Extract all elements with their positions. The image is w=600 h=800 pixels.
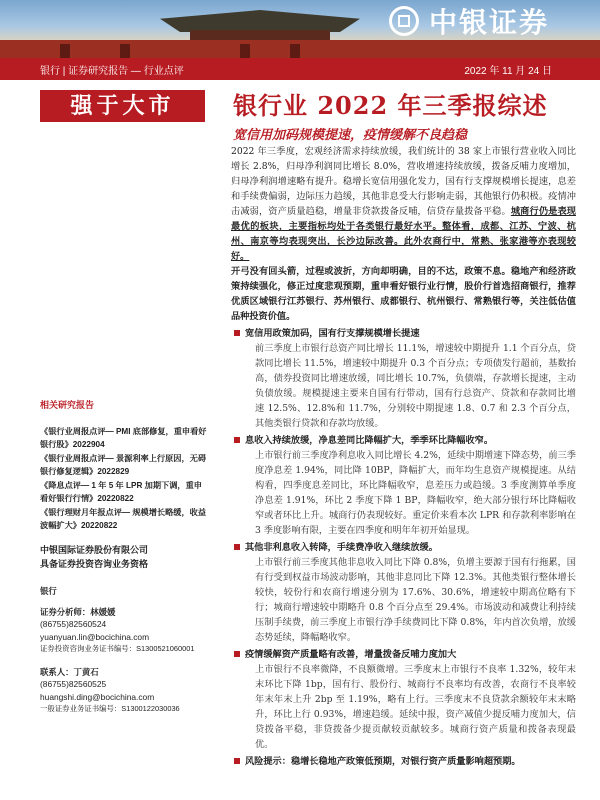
contact-email[interactable]: huangshi.ding@bocichina.com xyxy=(40,691,155,702)
firm-qualification: 具备证券投资咨询业务资格 xyxy=(40,559,149,569)
risk-text: 稳增长稳地产政策低预期，对银行资产质量影响超预期。 xyxy=(290,756,521,767)
palace-door xyxy=(60,44,70,58)
section-heading: 疫情缓解资产质量略有改善，增量拨备反哺力度加大 xyxy=(231,647,576,662)
section-text: 上市银行前三季度其他非息收入同比下降 0.8%，负增主要源于国有行拖累，国有行受到权益市场波动影响，其他非息同比下降 12.3%。其他类银行整体增长较快，较份行和农商行增速分别为 17.6%、30.6%，增速较中期高位略有下行；城商行增速较中期略升 0.8 个百分点至 29.4%。市场波动和减费让利持续压制手续费，前三季度上市银行净手续费同比下降 0.8%，年内首次负增，放缓态势延续，降幅略收窄。 xyxy=(255,557,576,643)
palace-door xyxy=(240,44,250,58)
section-text: 上市银行前三季度净利息收入同比增长 4.2%，延续中期增速下降态势，前三季度净息差 1.94%，同比降 10BP，降幅扩大，而年均生息资产规模提速。从结构看，四季度息差同比，环比降幅收窄，息差压力或趋缓。3 季度测算单季度净息差 1.91%，环比 2 季度下降 1 BP，降幅收窄，绝大部分银行环比降幅收窄或者环比上升。城商行仍表现较好。重定价来看本次 LPR 和存款利率影响在 3 季度影响有限，主要在四季度和明年年初开始显现。 xyxy=(255,450,576,536)
bank-logo-icon xyxy=(389,6,419,36)
section-text: 上市银行不良率微降，不良额微增。三季度末上市银行不良率 1.32%，较年末末环比下降 1bp，国有行、股份行、城商行不良率均有改善，农商行不良率较年末年末上升 2bp 至 1.19%，略有上行。三季度末不良贷款余额较年末末略升，环比上行 0.93%，增速趋缓。延续中报，资产减值少提反哺力度加大，信贷拨备平稳，非贷拨备少提贡献较贡献较多。城商行资产质量和拨备表现最优。 xyxy=(255,664,576,750)
section-heading: 息收入持续放缓，净息差同比降幅扩大，季季环比降幅收窄。 xyxy=(231,433,576,448)
contact-phone: (86755)82560525 xyxy=(40,679,107,689)
firm-name: 中银国际证券股份有限公司 xyxy=(40,545,149,555)
palace-roof xyxy=(160,10,360,32)
logo-text: 中银证券 xyxy=(429,6,550,39)
intro-highlight: 城商行仍是表现最优的板块，主要指标均处于各类银行最好水平。整体看，成都、江苏、宁波、杭州、南京等均表现突出，长沙边际改善。此外农商行中，常熟、张家港等亦表现较好。 xyxy=(231,206,576,262)
intro-text: 2022 年三季度，宏观经济需求持续放缓，我们统计的 38 家上市银行营业收入同比增长 2.8%，归母净利润同比增长 8.0%，营收增速持续放缓，拨备反哺力度增加，归母净利润增速略有提升。稳增长宽信用强化发力，国有行支撑规模增长提速，息差和手续费偏弱，边际压力趋缓，其他非息受大行影响走弱，其他银行仍积极。疫情冲击减弱，资产质量趋稳，增量非贷款拨备反哺，信贷存量拨备平稳。 xyxy=(231,146,576,217)
report-body xyxy=(231,144,576,769)
report-category-bar xyxy=(0,58,600,80)
contact-cert: 一般证券业务证书编号：S1300122030036 xyxy=(40,704,180,713)
risk-warning xyxy=(231,754,576,769)
analyst-info xyxy=(40,585,210,716)
related-report-link[interactable]: 《银行业周报点评— 景源利率上行原因，无碍银行修复逻辑》2022829 xyxy=(40,454,207,476)
industry-label: 银行 xyxy=(40,586,57,596)
analyst-name: 证券分析师：林媛媛 xyxy=(40,606,116,617)
report-date: 2022 年 11 月 24 日 xyxy=(464,66,552,77)
analyst-phone: (86755)82560524 xyxy=(40,619,107,629)
risk-label: 风险提示： xyxy=(245,756,291,767)
firm-info xyxy=(40,543,210,571)
contact-name: 联系人：丁黄石 xyxy=(40,666,99,677)
palace-eave xyxy=(190,30,330,40)
analyst-email[interactable]: yuanyuan.lin@bocichina.com xyxy=(40,631,150,642)
section-text: 前三季度上市银行总资产同比增长 11.1%，增速较中期提升 1.1 个百分点，贷款同比增长 11.5%，增速较中期提升 0.3 个百分点；专项债发行超前，基数抬高，债券投资同比增速放缓，同比增长 10.7%，负债端，存款增长提速，主动负债放缓。规模提速主要来自国有行带动，国有行总资产、贷款和存款同比增速 12.5%、12.8%和 11.7%，分别较中期提速 1.8、0.7 和 2.3 个百分点，其他类银行贷款和存款均放缓。 xyxy=(255,343,576,429)
related-reports xyxy=(40,398,210,533)
palace-wall xyxy=(0,40,600,58)
intro-paragraph xyxy=(231,144,576,264)
report-title: 银行业 2022 年三季报综述 xyxy=(233,91,548,120)
section-heading: 其他非利息收入转降，手续费净收入继续放缓。 xyxy=(231,540,576,555)
palace-door xyxy=(290,44,300,58)
rating-badge: 强于大市 xyxy=(40,90,205,122)
related-report-link[interactable]: 《银行理财月年报点评— 规模增长略缓，收益波幅扩大》20220822 xyxy=(40,508,207,530)
analyst-cert: 证券投资咨询业务证书编号：S1300521060001 xyxy=(40,644,195,653)
company-logo xyxy=(385,0,600,42)
header-banner-photo xyxy=(0,0,600,58)
related-report-link[interactable]: 《银行业周报点评— PMI 底部修复，重申看好银行股》2022904 xyxy=(40,427,207,449)
report-subtitle: 宽信用加码规模提速，疫情缓解不良趋稳 xyxy=(233,128,468,143)
investment-view: 开弓没有回头箭，过程或波折，方向却明确，目的不达，政策不息。稳地产和经济政策持续强化，修正过度悲观预期，重申看好银行业行情，股价行首选招商银行，推荐优质区域银行江苏银行、苏州银行、成都银行、杭州银行、常熟银行等，关注低估值品种投资价值。 xyxy=(231,266,576,322)
related-reports-heading: 相关研究报告 xyxy=(40,400,95,410)
palace-door xyxy=(120,44,130,58)
report-category: 银行 | 证券研究报告 — 行业点评 xyxy=(40,66,184,77)
section-heading: 宽信用政策加码，国有行支撑规模增长提速 xyxy=(231,326,576,341)
related-report-link[interactable]: 《降息点评— 1 年 5 年 LPR 加期下调，重申看好银行行情》20220822 xyxy=(40,481,202,503)
